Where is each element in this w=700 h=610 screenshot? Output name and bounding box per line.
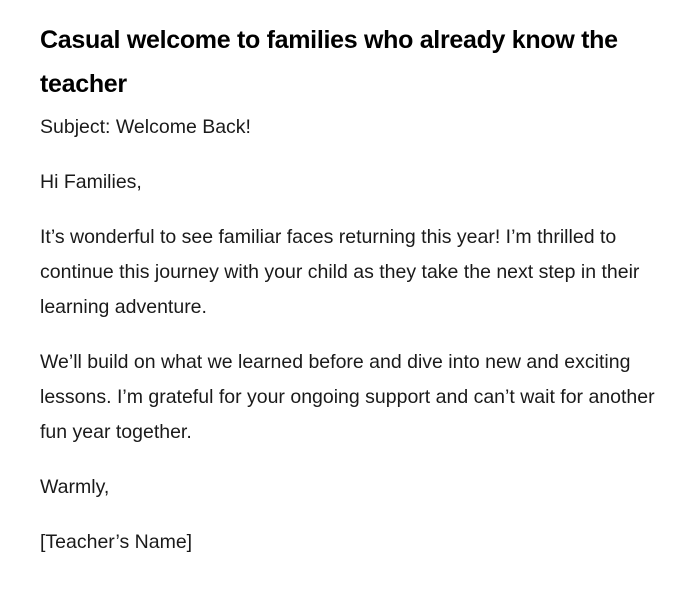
document-body [40, 18, 660, 580]
body-paragraph-2: We’ll build on what we learned before and dive into new and exciting lessons. I’m grateful for your ongoing support and can’t wait for another fun year together. [40, 351, 655, 443]
document-title: Casual welcome to families who already know the teacher [40, 26, 618, 98]
greeting: Hi Families, [40, 171, 142, 193]
email-subject: Subject: Welcome Back! [40, 116, 251, 138]
body-paragraph-1: It’s wonderful to see familiar faces returning this year! I’m thrilled to continue this journey with your child as they take the next step in their learning adventure. [40, 226, 640, 318]
closing: Warmly, [40, 476, 110, 498]
signature: [Teacher’s Name] [40, 531, 193, 553]
